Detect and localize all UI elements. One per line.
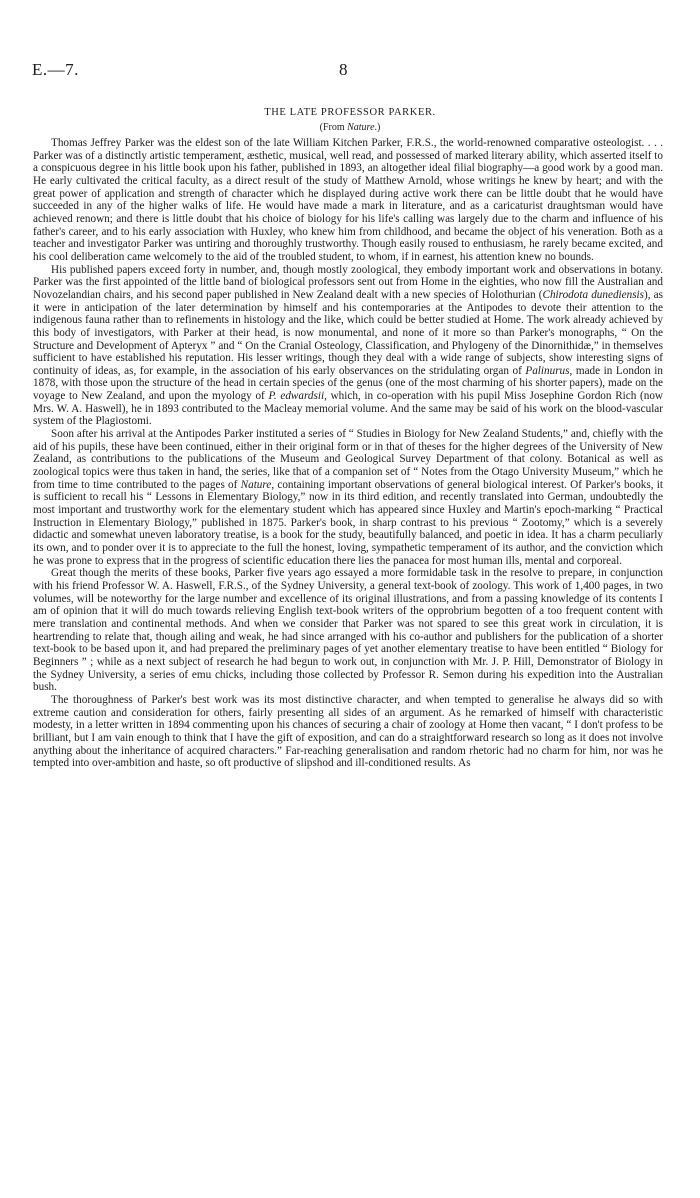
p2-italic-genus: Palinurus [525, 364, 570, 377]
paragraph-4: Great though the merits of these books, Parker five years ago essayed a more formidable task in the resolve to prepare, in conjunction with his friend Professor W. A. Haswell, F.R.S., of the Sydney University, a general text-book of zoology. This work of 1,400 pages, in two volumes, will be noteworthy for the large number and excellence of its original illustrations, and from a passing knowledge of its contents I am of opinion that it will do much towards relieving English text-book writers of the opprobrium begotten of a too frequent content with mere translation and continental methods. And when we consider that Parker was not spared to see this great work in circulation, it is heartrending to relate that, though ailing and weak, he had since arranged with his co-author and publishers for the publication of a shorter text-book to be based upon it, and had prepared the preliminary pages of yet another elementary treatise to have been entitled “ Biology for Beginners ” ; while as a next subject of research he had begun to work out, in conjunction with Mr. J. P. Hill, Demonstrator of Biology in the Sydney University, a series of emu chicks, including those collected by Professor R. Semon during his expedition into the Australian bush. [33, 567, 663, 694]
article-title: THE LATE PROFESSOR PARKER. [264, 107, 436, 118]
p2-text-b: ), as it were in anticipation of the later determination by himself and his contemporaries at the Antipodes to devote their attention to the indigenous fauna rather than to refinements in histology and the like, which could be better studied at Home. The work already achieved by this body of investigators, with Parker at their head, is now monumental, and none of it more so than Parker's monographs, “ On the Structure and Development of Apteryx ” and “ On the Cranial Osteology, Classification, and Phylogeny of the Dinornithidæ,” in themselves sufficient to have established his reputation. His lesser writings, though they deal with a wide range of subjects, show interesting signs of continuity of ideas, as, for example, in the association of his early observances on the stridulating organ of [33, 288, 663, 377]
article-body [33, 137, 663, 770]
p2-text-a: His published papers exceed forty in number, and, though mostly zoological, they embody important work and observations in botany. Parker was the first appointed of the little band of biological professors sent out from Home in the eighties, who now fill the Australian and Novozelandian chairs, and his second paper published in New Zealand dealt with a new species of Holothurian ( [33, 263, 663, 301]
page-number: 8 [339, 60, 348, 79]
p2-italic-species-2: P. edwardsii [268, 390, 325, 403]
page-header [32, 60, 660, 84]
paragraph-3 [33, 428, 663, 567]
p2-italic-species: Chirodota dunediensis [542, 288, 645, 301]
source-prefix: (From [319, 122, 348, 133]
document-reference: E.—7. [32, 60, 79, 79]
source-suffix: .) [374, 122, 381, 133]
article-source [0, 122, 700, 133]
p3-italic-journal: Nature [240, 478, 272, 491]
paragraph-5: The thoroughness of Parker's best work was its most distinctive character, and when tempted to generalise he always did so with extreme caution and consideration for others, fairly presenting all sides of an argument. As he remarked of himself with characteristic modesty, in a letter written in 1894 commenting upon his chances of securing a chair of zoology at Home then vacant, “ I don't profess to be brilliant, but I am vain enough to think that I have the gift of exposition, and can do a straightforward research so long as it does not involve anything about the inheritance of acquired characters.” Far-reaching generalisation and random rhetoric had no charm for him, nor was he tempted into over-ambition and haste, so oft productive of slipshod and ill-conditioned results. As [33, 693, 663, 770]
p2-text-c: , made in London in 1878, with those upon the structure of the head in certain species of the genus (one of the most charming of his shorter papers), made on the voyage to New Zealand, and upon the myology of [33, 364, 664, 403]
paragraph-1: Thomas Jeffrey Parker was the eldest son of the late William Kitchen Parker, F.R.S., the world-renowned comparative osteologist. . . . Parker was of a distinctly artistic temperament, æsthetic, musical, well read, and possessed of marked literary ability, which asserted itself to a conspicuous degree in his little book upon his father, published in 1893, an altogether ideal filial biography—a good work by a good man. He early cultivated the critical faculty, as a direct result of the study of Matthew Arnold, whose writings he knew by heart; and with the great power of application and strength of character which he displayed during active work there can be little doubt that he would have succeeded in any of the higher walks of life. He would have made a mark in literature, and as a caricaturist draughtsman would have achieved renown; and there is little doubt that his choice of biology for his life's calling was largely due to the charm and influence of his father's career, and to his early association with Huxley, who knew him from childhood, and became the object of his veneration. Both as a teacher and investigator Parker was untiring and thoroughly trustworthy. Though easily roused to enthusiasm, he rarely became excited, and his cool deliberation came welcomely to the aid of the troubled student, to whom, if in earnest, his attention knew no bounds. [33, 137, 663, 263]
paragraph-2 [33, 264, 663, 429]
p2-text-d: , which, in co-operation with his pupil Miss Josephine Gordon Rich (now Mrs. W. A. Haswell), he in 1893 contributed to the Macleay memorial volume. And the same may be said of his work on the blood-vascular system of the Plagiostomi. [33, 390, 664, 428]
p3-text-b: , containing important observations of general biological interest. Of Parker's books, it is sufficient to recall his “ Lessons in Elementary Biology,” now in its third edition, and recently translated into German, undoubtedly the most important and trustworthy work for the elementary student which has appeared since Huxley and Martin's epoch-marking “ Practical Instruction in Elementary Biology,” published in 1875. Parker's book, in sharp contrast to his previous “ Zootomy,” which is a severely didactic and somewhat uneven laboratory treatise, is a book for the study, beautifully balanced, and poetic in idea. It has a charm peculiarly its own, and to ponder over it is to appreciate to the full the honest, loving, sympathetic temperament of its author, and the conviction which he was prone to express that in the progress of scientific education there lies the panacea for most human ills, mental and corporeal. [33, 478, 664, 567]
p3-text-a: Soon after his arrival at the Antipodes Parker instituted a series of “ Studies in Biology for New Zealand Students,” and, chiefly with the aid of his pupils, these have been continued, either in their original form or in that of theses for the higher degrees of the University of New Zealand, as contributions to the publications of the Museum and Geological Survey Department of that colony. Botanical as well as zoological topics were thus taken in hand, the series, like that of a companion set of “ Notes from the Otago University Museum,” which he from time to time contributed to the pages of [33, 428, 663, 491]
source-name: Nature [347, 122, 375, 133]
